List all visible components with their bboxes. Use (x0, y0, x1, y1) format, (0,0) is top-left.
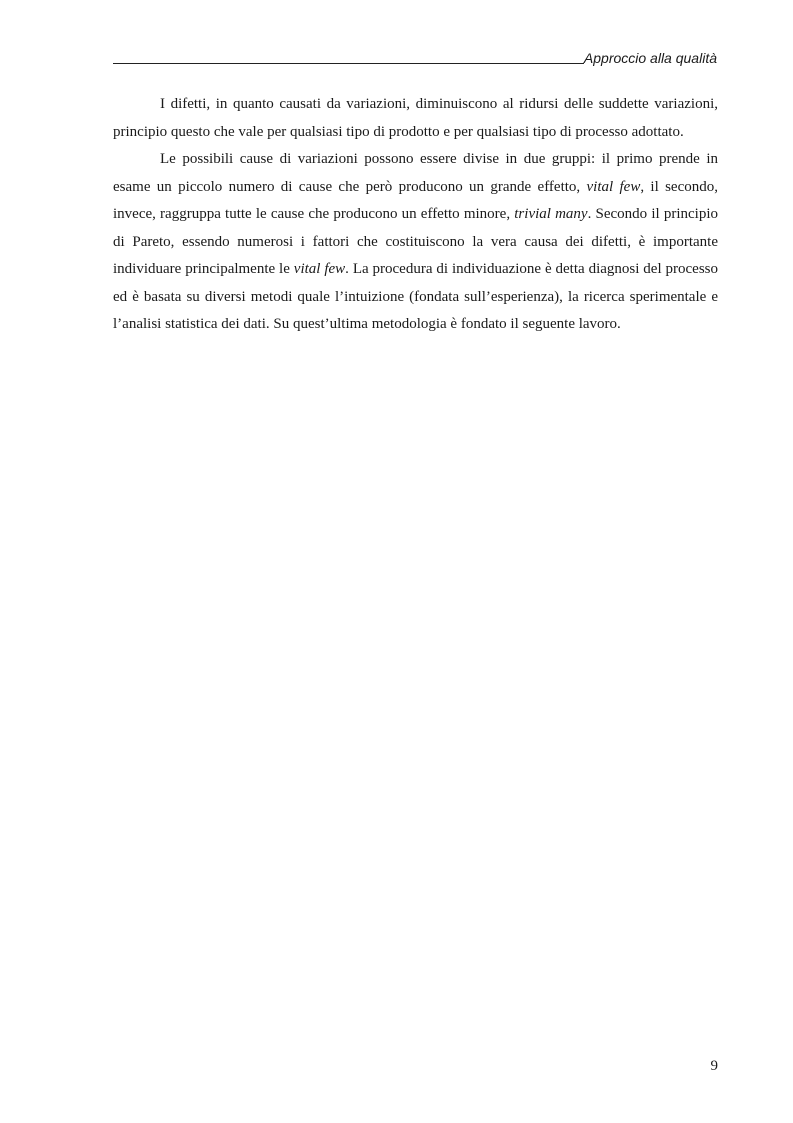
page-number: 9 (710, 1058, 718, 1074)
paragraph-1: I difetti, in quanto causati da variazioni, diminuiscono al ridursi delle suddette variazioni, principio questo che vale per qualsiasi tipo di prodotto e per qualsiasi tipo di processo adottato. (113, 96, 718, 140)
paragraph-2-text: . La procedura di individuazione è detta diagnosi del processo ed è basata su diversi metodi quale l’intuizione (fondata sull’esperienza), la ricerca sperimentale e l’analisi statistica dei dati. Su quest’ultima metodologia è fondato il seguente lavoro. (113, 261, 718, 332)
running-header-title: Approccio alla qualità (583, 50, 717, 66)
body-text (113, 91, 718, 339)
term-vital-few: vital few (586, 178, 641, 195)
page-header (113, 47, 717, 67)
paragraph-2-text: Le possibili cause di variazioni possono essere divise in due gruppi: il primo prende in esame un piccolo numero di cause che però producono un grande effetto, (113, 151, 718, 195)
term-vital-few: vital few (293, 261, 346, 277)
paragraph-2 (113, 146, 718, 339)
header-rule (113, 63, 584, 64)
paragraph-2-text: . Secondo il principio di Pareto, essendo numerosi i fattori che costituiscono la vera causa dei difetti, è importante individuare principalmente le (113, 206, 718, 277)
term-trivial-many: trivial many (514, 206, 588, 222)
paragraph-2-text: , il secondo, invece, raggruppa tutte le cause che producono un effetto minore, (113, 178, 718, 222)
